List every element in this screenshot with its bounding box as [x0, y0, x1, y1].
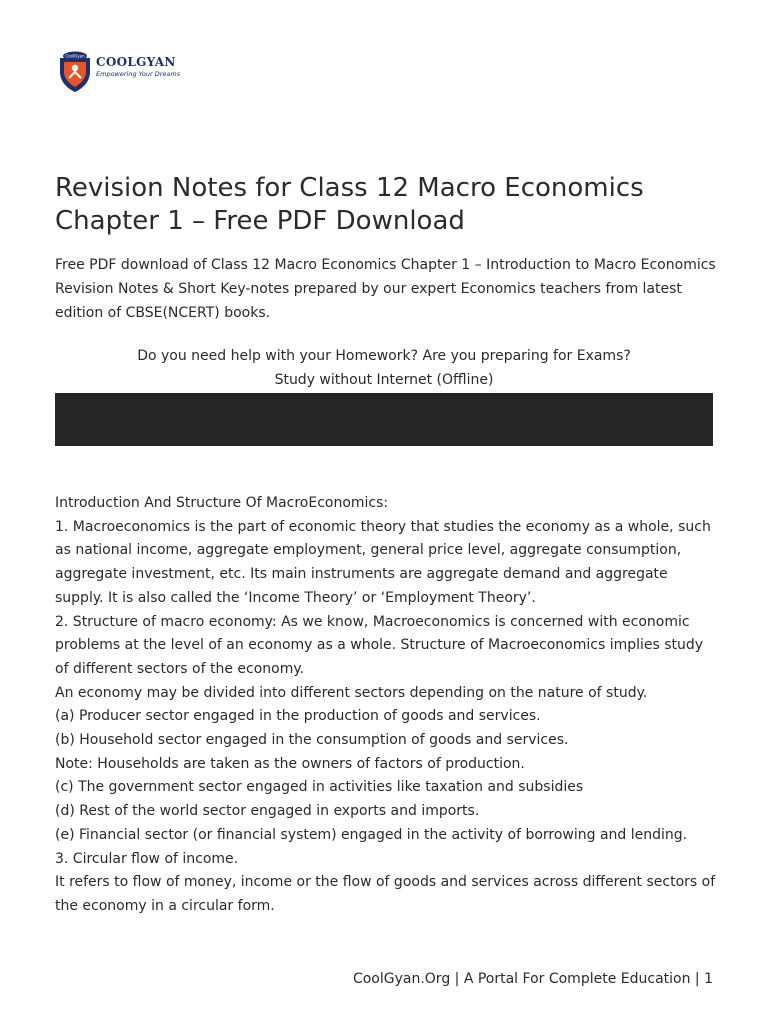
page-title: Revision Notes for Class 12 Macro Economics Chapter 1 – Free PDF Download [55, 173, 644, 236]
logo-badge-text: CoolGyan [65, 53, 85, 59]
list-item-rest-of-world-sector: (d) Rest of the world sector engaged in exports and imports. [55, 803, 480, 820]
list-item-financial-sector: (e) Financial sector (or financial system) engaged in the activity of borrowing and lending. [55, 826, 688, 843]
paragraph-sectors-intro: An economy may be divided into different sectors depending on the nature of study. [55, 684, 648, 701]
logo-name: COOLGYAN [96, 55, 176, 69]
dark-banner [55, 393, 713, 446]
promo-line-2: Study without Internet (Offline) [274, 372, 494, 388]
paragraph-circular-flow-definition: It refers to flow of money, income or the flow of goods and services across different sectors of the economy in a circular form. [55, 874, 716, 914]
page-footer: CoolGyan.Org | A Portal For Complete Education | 1 [352, 971, 713, 987]
paragraph-point-1: 1. Macroeconomics is the part of economic theory that studies the economy as a whole, such as national income, aggregate employment, general price level, aggregate consumption, aggregate investment, etc. Its main instruments are aggregate demand and aggregate supply. It is also called the ‘Income Theory’ or ‘Employment Theory’. [55, 518, 711, 606]
notes-content [55, 492, 720, 919]
promo-line-1: Do you need help with your Homework? Are you preparing for Exams? [137, 348, 631, 364]
list-item-household-sector: (b) Household sector engaged in the consumption of goods and services. [55, 732, 569, 749]
coolgyan-logo [55, 48, 195, 94]
intro-paragraph: Free PDF download of Class 12 Macro Economics Chapter 1 – Introduction to Macro Economics Revision Notes & Short Key-notes prepared by our expert Economics teachers from latest edition of CBSE(NCERT) books. [55, 257, 716, 321]
paragraph-point-3: 3. Circular flow of income. [55, 850, 239, 867]
section-heading: Introduction And Structure Of MacroEconomics: [55, 495, 389, 511]
note-households: Note: Households are taken as the owners of factors of production. [55, 755, 525, 772]
shield-emblem-icon [55, 48, 95, 94]
paragraph-point-2: 2. Structure of macro economy: As we know, Macroeconomics is concerned with economic problems at the level of an economy as a whole. Structure of Macroeconomics implies study of different sectors of the economy. [55, 613, 704, 677]
list-item-producer-sector: (a) Producer sector engaged in the production of goods and services. [55, 708, 541, 725]
logo-tagline: Empowering Your Dreams [96, 70, 181, 78]
list-item-government-sector: (c) The government sector engaged in activities like taxation and subsidies [55, 779, 584, 796]
